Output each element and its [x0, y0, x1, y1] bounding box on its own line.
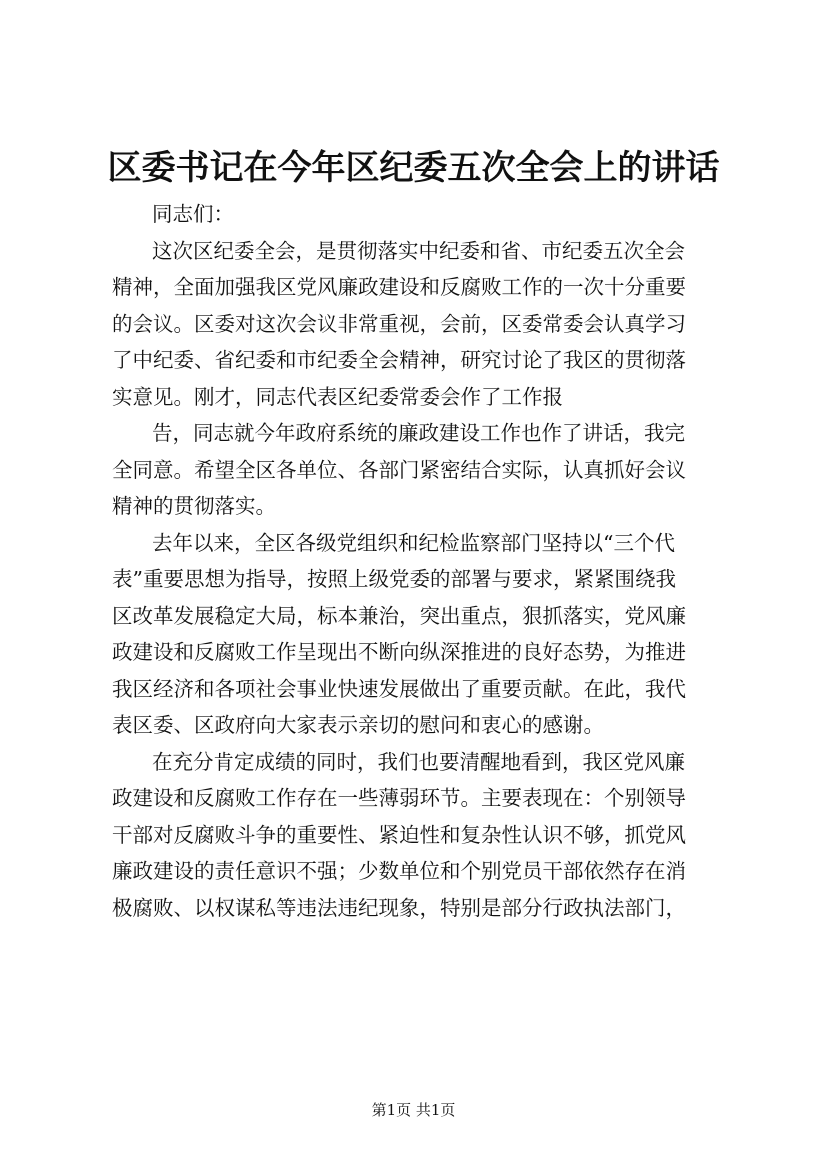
paragraph-line: 区改革发展稳定大局，标本兼治，突出重点，狠抓落实，党风廉: [112, 603, 686, 628]
paragraph-line: 全同意。希望全区各单位、各部门紧密结合实际，认真抓好会议: [112, 457, 686, 482]
paragraph-line: 这次区纪委全会，是贯彻落实中纪委和省、市纪委五次全会: [152, 238, 685, 263]
page-footer: 第1页 共1页: [371, 1101, 456, 1119]
paragraph-line: 干部对反腐败斗争的重要性、紧迫性和复杂性认识不够，抓党风: [112, 822, 686, 847]
paragraph-line: 政建设和反腐败工作存在一些薄弱环节。主要表现在：个别领导: [112, 786, 686, 810]
paragraph-line: 了中纪委、省纪委和市纪委全会精神，研究讨论了我区的贯彻落: [112, 348, 686, 372]
paragraph-line: 表区委、区政府向大家表示亲切的慰问和衷心的感谢。: [112, 713, 604, 737]
paragraph-line: 我区经济和各项社会事业快速发展做出了重要贡献。在此，我代: [112, 676, 686, 701]
paragraph-line: 告，同志就今年政府系统的廉政建设工作也作了讲话，我完: [152, 421, 685, 445]
paragraph-line: 去年以来，全区各级党组织和纪检监察部门坚持以“三个代: [152, 530, 675, 555]
paragraph-line: 的会议。区委对这次会议非常重视，会前，区委常委会认真学习: [112, 311, 686, 336]
paragraph-line: 实意见。刚才，同志代表区纪委常委会作了工作报: [112, 384, 563, 409]
document-title: 区委书记在今年区纪委五次全会上的讲话: [107, 148, 720, 188]
paragraph-line: 表”重要思想为指导，按照上级党委的部署与要求，紧紧围绕我: [112, 567, 676, 591]
paragraph-line: 精神，全面加强我区党风廉政建设和反腐败工作的一次十分重要: [112, 275, 686, 299]
paragraph-line: 同志们：: [152, 202, 234, 226]
paragraph-line: 极腐败、以权谋私等违法违纪现象，特别是部分行政执法部门，: [112, 895, 686, 920]
paragraph-line: 廉政建设的责任意识不强；少数单位和个别党员干部依然存在消: [112, 859, 686, 883]
paragraph-line: 政建设和反腐败工作呈现出不断向纵深推进的良好态势，为推进: [112, 640, 686, 664]
document-body: [112, 196, 732, 926]
paragraph-line: 在充分肯定成绩的同时，我们也要清醒地看到，我区党风廉: [152, 749, 685, 774]
paragraph-line: 精神的贯彻落实。: [112, 494, 276, 518]
